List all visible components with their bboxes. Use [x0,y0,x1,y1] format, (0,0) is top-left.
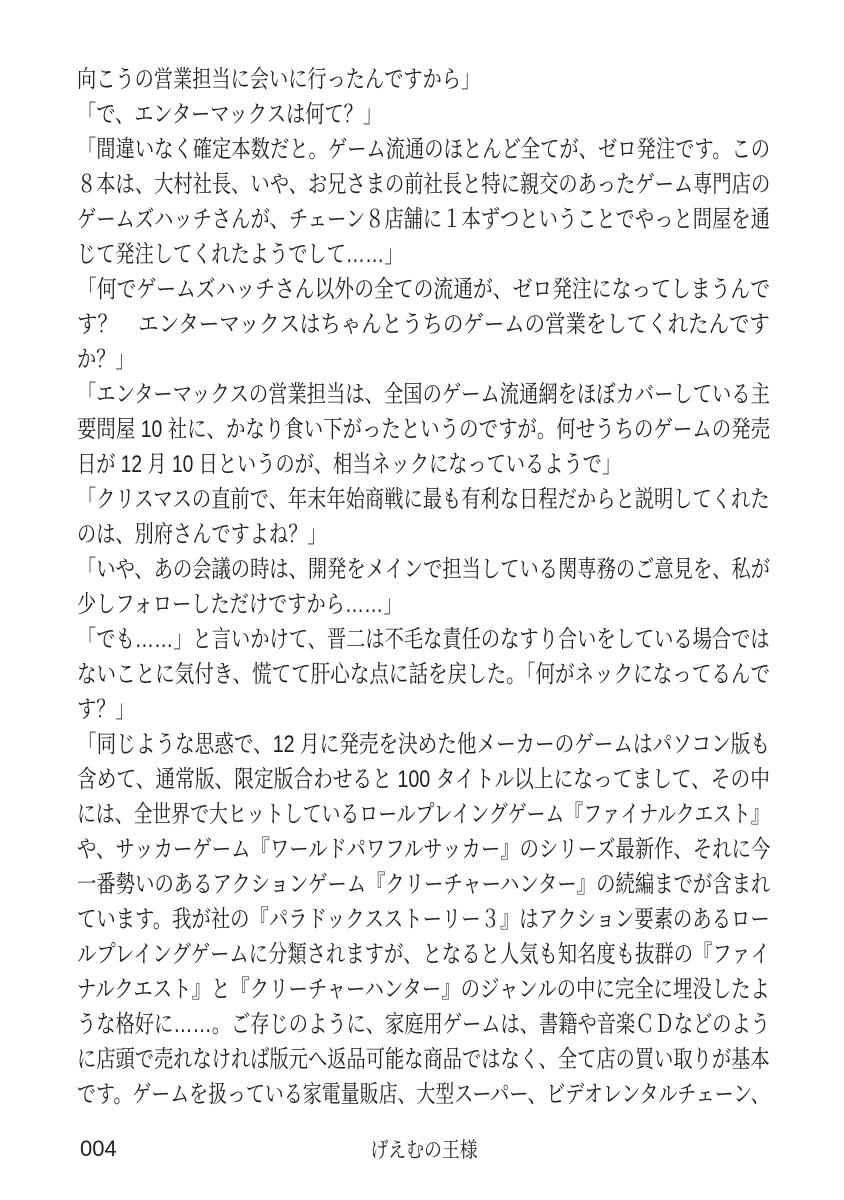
footer-book-title [77,1137,770,1165]
book-title-text: げえむの王様 [369,1139,478,1162]
text-line [77,762,770,797]
text-line [77,62,770,97]
text-line-content: 「何でゲームズハッチさん以外の全ての流通が、ゼロ発注になってしまうんで [77,276,770,303]
text-line [77,167,770,202]
text-line-content: ています。我が社の『パラドックスストーリー３』はアクション要素のあるロー [77,906,770,933]
text-line-content: 「でも……」と言いかけて、晋二は不毛な責任のなすり合いをしている場合では [77,626,770,653]
text-line [77,342,770,377]
text-line [77,1007,770,1042]
text-line [77,1042,770,1077]
text-line [77,622,770,657]
text-line-content: ないことに気付き、慌てて肝心な点に話を戻した。「何がネックになってるんで [77,661,771,688]
text-line-content: 含めて、通常版、限定版合わせると 100 タイトル以上になってまして、その中 [77,766,770,793]
text-line [77,552,770,587]
text-line [77,902,770,937]
text-line [77,412,770,447]
text-line [77,132,770,167]
text-line [77,517,770,552]
body-text [77,62,770,1112]
text-line-content: 「いや、あの会議の時は、開発をメインで担当している関専務のご意見を、私が [77,556,771,583]
text-line-content: には、全世界で大ヒットしているロールプレイングゲーム『ファイナルクエスト』 [77,801,770,828]
text-line-content: うな格好に……。ご存じのように、家庭用ゲームは、書籍や音楽ＣＤなどのよう [77,1011,770,1038]
text-line [77,657,770,692]
text-line-content: 一番勢いのあるアクションゲーム『クリーチャーハンター』の続編までが含まれ [77,871,771,898]
text-line-content: 「間違いなく確定本数だと。ゲーム流通のほとんど全てが、ゼロ発注です。この [77,136,771,163]
text-line [77,447,770,482]
text-line-content: 「で、エンターマックスは何て？」 [77,101,383,128]
text-line [77,377,770,412]
text-line-content: や、サッカーゲーム『ワールドパワフルサッカー』のシリーズ最新作、それに今 [77,836,771,863]
text-line-content: に店頭で売れなければ版元へ返品可能な商品ではなく、全て店の買い取りが基本 [77,1046,770,1073]
text-line [77,307,770,342]
text-line [77,832,770,867]
text-line-content: ８本は、大村社長、いや、お兄さまの前社長と特に親交のあったゲーム専門店の [77,171,771,198]
text-line [77,727,770,762]
text-line-content: 向こうの営業担当に会いに行ったんですから」 [77,66,481,93]
text-line-content: 「クリスマスの直前で、年末年始商戦に最も有利な日程だからと説明してくれた [77,486,770,513]
text-line-content: す？ エンターマックスはちゃんとうちのゲームの営業をしてくれたんです [77,311,770,338]
text-line [77,1077,770,1112]
text-line [77,272,770,307]
text-line-content: じて発注してくれたようでして……」 [77,241,404,268]
text-line [77,237,770,272]
text-line-content: 「エンターマックスの営業担当は、全国のゲーム流通網をほぼカバーしている主 [77,381,770,408]
text-line [77,692,770,727]
text-line-content: 少しフォローしただけですから……」 [77,591,403,618]
text-line [77,937,770,972]
text-line [77,97,770,132]
text-line-content: 「同じような思惑で、12 月に発売を決めた他メーカーのゲームはパソコン版も [77,731,770,758]
text-line [77,482,770,517]
text-line-content: のは、別府さんですよね？」 [77,521,327,548]
text-line [77,867,770,902]
text-line [77,972,770,1007]
text-line-content: ルプレイングゲームに分類されますが、となると人気も知名度も抜群の『ファイ [77,941,770,968]
footer-page-number: 004 [80,1136,117,1161]
text-line [77,202,770,237]
text-line [77,587,770,622]
text-line-content: 要問屋 10 社に、かなり食い下がったというのですが。何せうちのゲームの発売 [77,416,771,443]
text-line-content: す？」 [77,696,135,723]
text-line-content: ゲームズハッチさんが、チェーン８店舗に１本ずつということでやっと問屋を通 [77,206,770,233]
text-line-content: です。ゲームを扱っている家電量販店、大型スーパー、ビデオレンタルチェーン、 [77,1081,770,1108]
text-line-content: か？」 [77,346,135,373]
text-line-content: 日が 12 月 10 日というのが、相当ネックになっているようで」 [77,451,622,478]
text-line-content: ナルクエスト』と『クリーチャーハンター』のジャンルの中に完全に埋没したよ [77,976,770,1003]
text-line [77,797,770,832]
